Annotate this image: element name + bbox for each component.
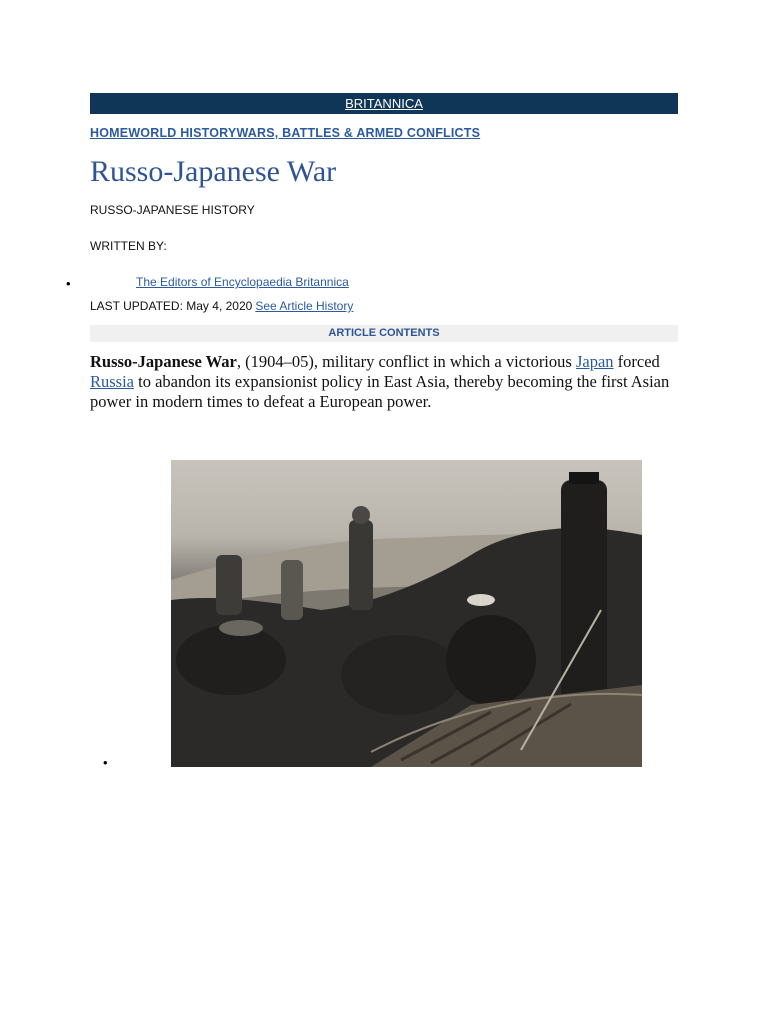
photo-figure-standing: [349, 520, 373, 610]
article-history-link[interactable]: See Article History: [255, 299, 354, 313]
intro-text-1: , (1904–05), military conflict in which a victorious: [236, 352, 576, 371]
photo-sailors-left: [176, 625, 286, 695]
photo-life-ring: [219, 620, 263, 636]
author-bullet: •: [66, 276, 71, 291]
breadcrumb-wars-link[interactable]: WARS, BATTLES & ARMED CONFLICTS: [236, 126, 481, 140]
britannica-home-link[interactable]: BRITANNICA: [345, 96, 423, 111]
article-topic: RUSSO-JAPANESE HISTORY: [90, 203, 255, 217]
photo-figure-woman: [281, 560, 303, 620]
russia-link[interactable]: Russia: [90, 372, 135, 391]
war-photo[interactable]: [171, 460, 642, 767]
article-contents-button[interactable]: ARTICLE CONTENTS: [90, 325, 678, 342]
photo-sailors-center: [341, 635, 461, 715]
breadcrumb-home-link[interactable]: HOME: [90, 126, 129, 140]
photo-soldiers-boarding-icon: [171, 460, 642, 767]
intro-text-2: forced: [613, 352, 660, 371]
britannica-banner: [90, 93, 678, 114]
author-link[interactable]: The Editors of Encyclopaedia Britannica: [136, 275, 349, 289]
breadcrumb: [90, 126, 480, 140]
photo-figure-head: [352, 506, 370, 524]
last-updated-date: May 4, 2020: [186, 299, 253, 313]
intro-paragraph: [90, 352, 682, 412]
last-updated-label: LAST UPDATED:: [90, 299, 183, 313]
photo-sailors-right: [446, 615, 536, 705]
last-updated: [90, 299, 353, 313]
intro-text-3: to abandon its expansionist policy in East Asia, thereby becoming the first Asian power in modern times to defeat a European power.: [90, 372, 670, 411]
article-title: Russo-Japanese War: [90, 155, 337, 188]
photo-figure-left: [216, 555, 242, 615]
written-by-label: WRITTEN BY:: [90, 239, 167, 253]
intro-term: Russo-Japanese War: [90, 352, 237, 371]
japan-link[interactable]: Japan: [575, 352, 614, 371]
photo-officer-cap: [569, 472, 599, 484]
photo-collar: [467, 594, 495, 606]
image-bullet: •: [103, 755, 108, 770]
author-line: [136, 275, 349, 289]
breadcrumb-world-history-link[interactable]: WORLD HISTORY: [128, 126, 237, 140]
